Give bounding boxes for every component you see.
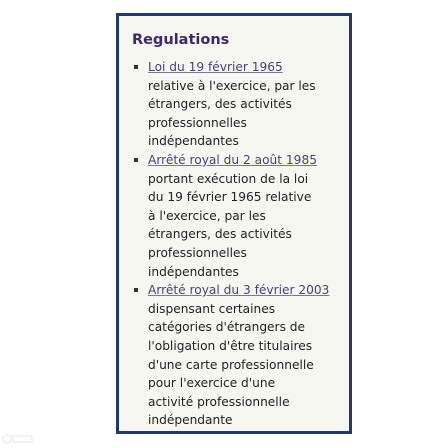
regulation-description-line: étrangers, des activités [148, 227, 292, 242]
regulation-description-line: étrangers, des activités [148, 97, 292, 112]
regulation-description-line: pour l'exercice d'une [148, 376, 276, 391]
regulation-link-loi-1965[interactable]: Loi du 19 février 1965 [148, 60, 283, 74]
regulation-description-line: catégories d'étrangers de [148, 320, 306, 335]
regulation-description-line: indépendante [148, 413, 233, 428]
list-item [119, 58, 349, 151]
list-item [119, 281, 349, 430]
regulation-description-line: dispensant certaines [148, 301, 276, 316]
regulation-description-line: portant exécution de la loi [148, 171, 309, 186]
list-item [119, 151, 349, 281]
regulations-list [119, 58, 349, 430]
regulation-description-line: indépendantes [148, 134, 239, 149]
panel-title: Regulations [132, 32, 230, 48]
regulations-panel [116, 13, 352, 434]
regulation-description-line: à l'exercice, par les [148, 208, 266, 223]
regulation-description-line: relative à l'exercice, par les [148, 78, 316, 93]
regulation-description-line: professionnelles [148, 245, 247, 260]
bullet-icon [134, 65, 138, 69]
watermark-logo-icon [2, 433, 34, 445]
regulation-description-line: d'une carte professionnelle [148, 357, 314, 372]
bullet-icon [134, 288, 138, 292]
regulation-description-line: professionnelles [148, 115, 247, 130]
regulation-link-arrete-2003[interactable]: Arrêté royal du 3 février 2003 [148, 283, 330, 298]
regulation-link-arrete-1985[interactable]: Arrêté royal du 2 août 1985 [148, 152, 317, 167]
regulation-description-line: du 19 février 1965 relative [148, 190, 312, 205]
regulation-description-line: indépendantes [148, 264, 239, 279]
regulation-description-line: activité professionnelle [148, 394, 290, 409]
bullet-icon [134, 158, 138, 162]
regulation-description-line: l'obligation d'être titulaires [148, 338, 313, 353]
